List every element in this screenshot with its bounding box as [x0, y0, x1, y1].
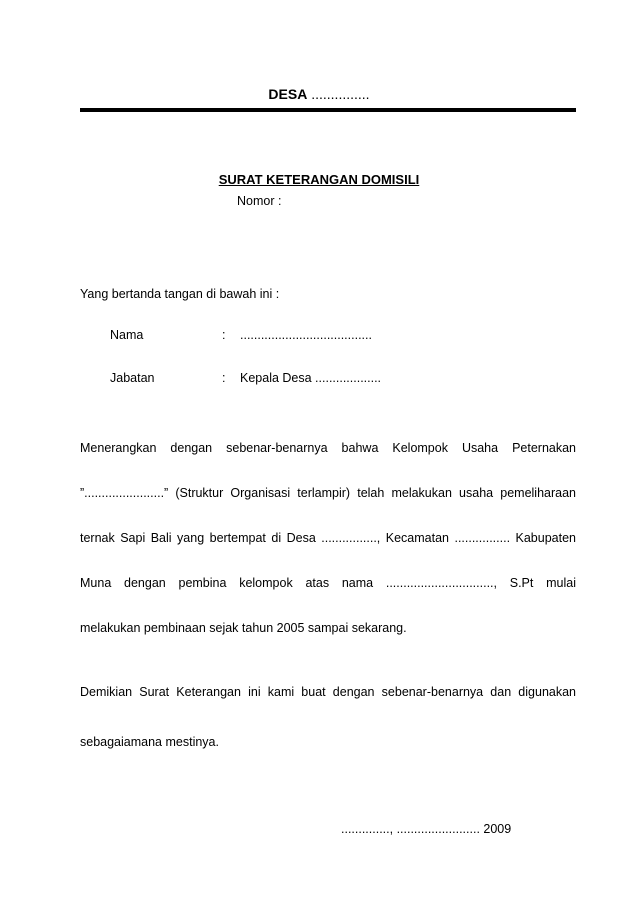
field-value-jabatan: Kepala Desa ...................: [240, 371, 382, 385]
body-line: melakukan pembinaan sejak tahun 2005 sampai sekarang.: [80, 621, 407, 635]
place-date-line: .............., ........................ 2009: [341, 822, 512, 836]
letterhead: [0, 86, 638, 102]
field-label-nama: Nama: [110, 328, 144, 342]
desa-name-blank: ...............: [311, 86, 370, 102]
field-label-jabatan: Jabatan: [110, 371, 155, 385]
body-line: Muna dengan pembina kelompok atas nama ..............................., S.Pt mulai: [80, 576, 576, 590]
closing-line: sebagaiamana mestinya.: [80, 735, 219, 749]
closing-line: Demikian Surat Keterangan ini kami buat dengan sebenar-benarnya dan digunakan: [80, 685, 576, 699]
field-colon-nama: :: [222, 328, 226, 342]
intro-text: Yang bertanda tangan di bawah ini :: [80, 287, 280, 301]
field-colon-jabatan: :: [222, 371, 226, 385]
header-divider: [80, 108, 576, 112]
desa-label: DESA: [268, 86, 308, 102]
body-line: ”.......................” (Struktur Organisasi terlampir) telah melakukan usaha pemeliharaan: [80, 486, 576, 500]
document-number: Nomor :: [237, 194, 282, 208]
document-title: SURAT KETERANGAN DOMISILI: [218, 172, 420, 187]
body-line: Menerangkan dengan sebenar-benarnya bahwa Kelompok Usaha Peternakan: [80, 441, 576, 455]
field-value-nama: ......................................: [240, 328, 372, 342]
body-line: ternak Sapi Bali yang bertempat di Desa ................, Kecamatan ................ Kabupaten: [80, 531, 576, 545]
